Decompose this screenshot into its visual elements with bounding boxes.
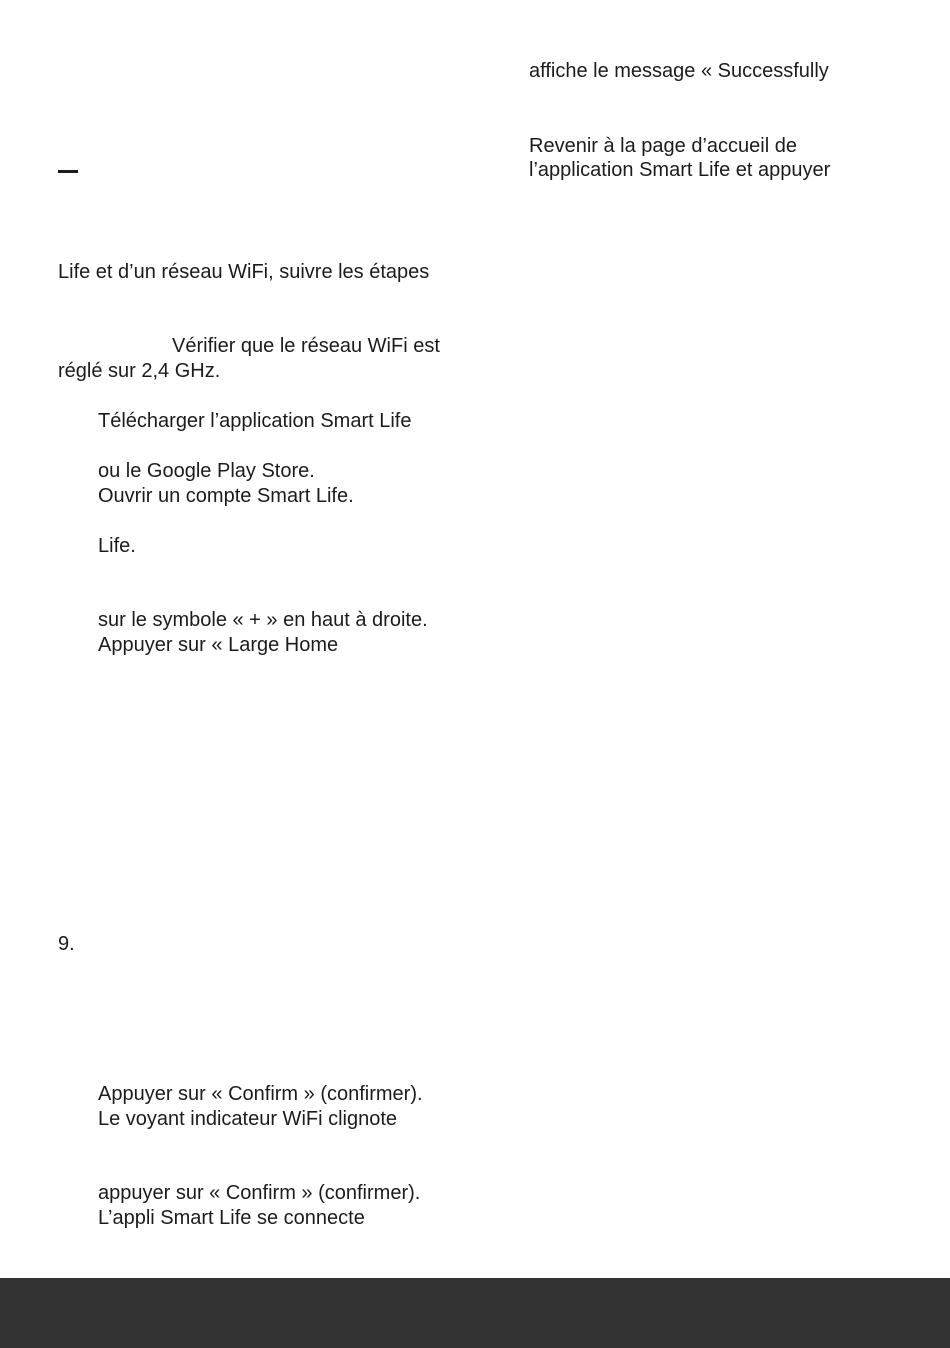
large-home-line: Appuyer sur « Large Home — [98, 634, 339, 656]
return-line-2: l’application Smart Life et appuyer — [529, 159, 831, 181]
step-nine-number: 9. — [58, 933, 75, 955]
confirm-line: Appuyer sur « Confirm » (confirmer). — [98, 1083, 423, 1105]
return-line-1: Revenir à la page d’accueil de — [529, 135, 797, 157]
message-line: affiche le message « Successfully — [529, 60, 829, 82]
app-connects-line: L’appli Smart Life se connecte — [98, 1207, 365, 1229]
download-line-2: ou le Google Play Store. — [98, 460, 315, 482]
open-account-line: Ouvrir un compte Smart Life. — [98, 485, 354, 507]
wifi-check-line-2: réglé sur 2,4 GHz. — [58, 360, 221, 382]
section-dash — [58, 170, 78, 173]
intro-line: Life et d’un réseau WiFi, suivre les étapes — [58, 261, 430, 283]
life-line: Life. — [98, 535, 136, 557]
download-line-1: Télécharger l’application Smart Life — [98, 410, 412, 432]
indicator-line: Le voyant indicateur WiFi clignote — [98, 1108, 398, 1130]
footer-bar — [0, 1278, 950, 1348]
wifi-check-line-1: Vérifier que le réseau WiFi est — [172, 335, 440, 357]
confirm-line-2: appuyer sur « Confirm » (confirmer). — [98, 1182, 421, 1204]
plus-symbol-line: sur le symbole « + » en haut à droite. — [98, 609, 428, 631]
